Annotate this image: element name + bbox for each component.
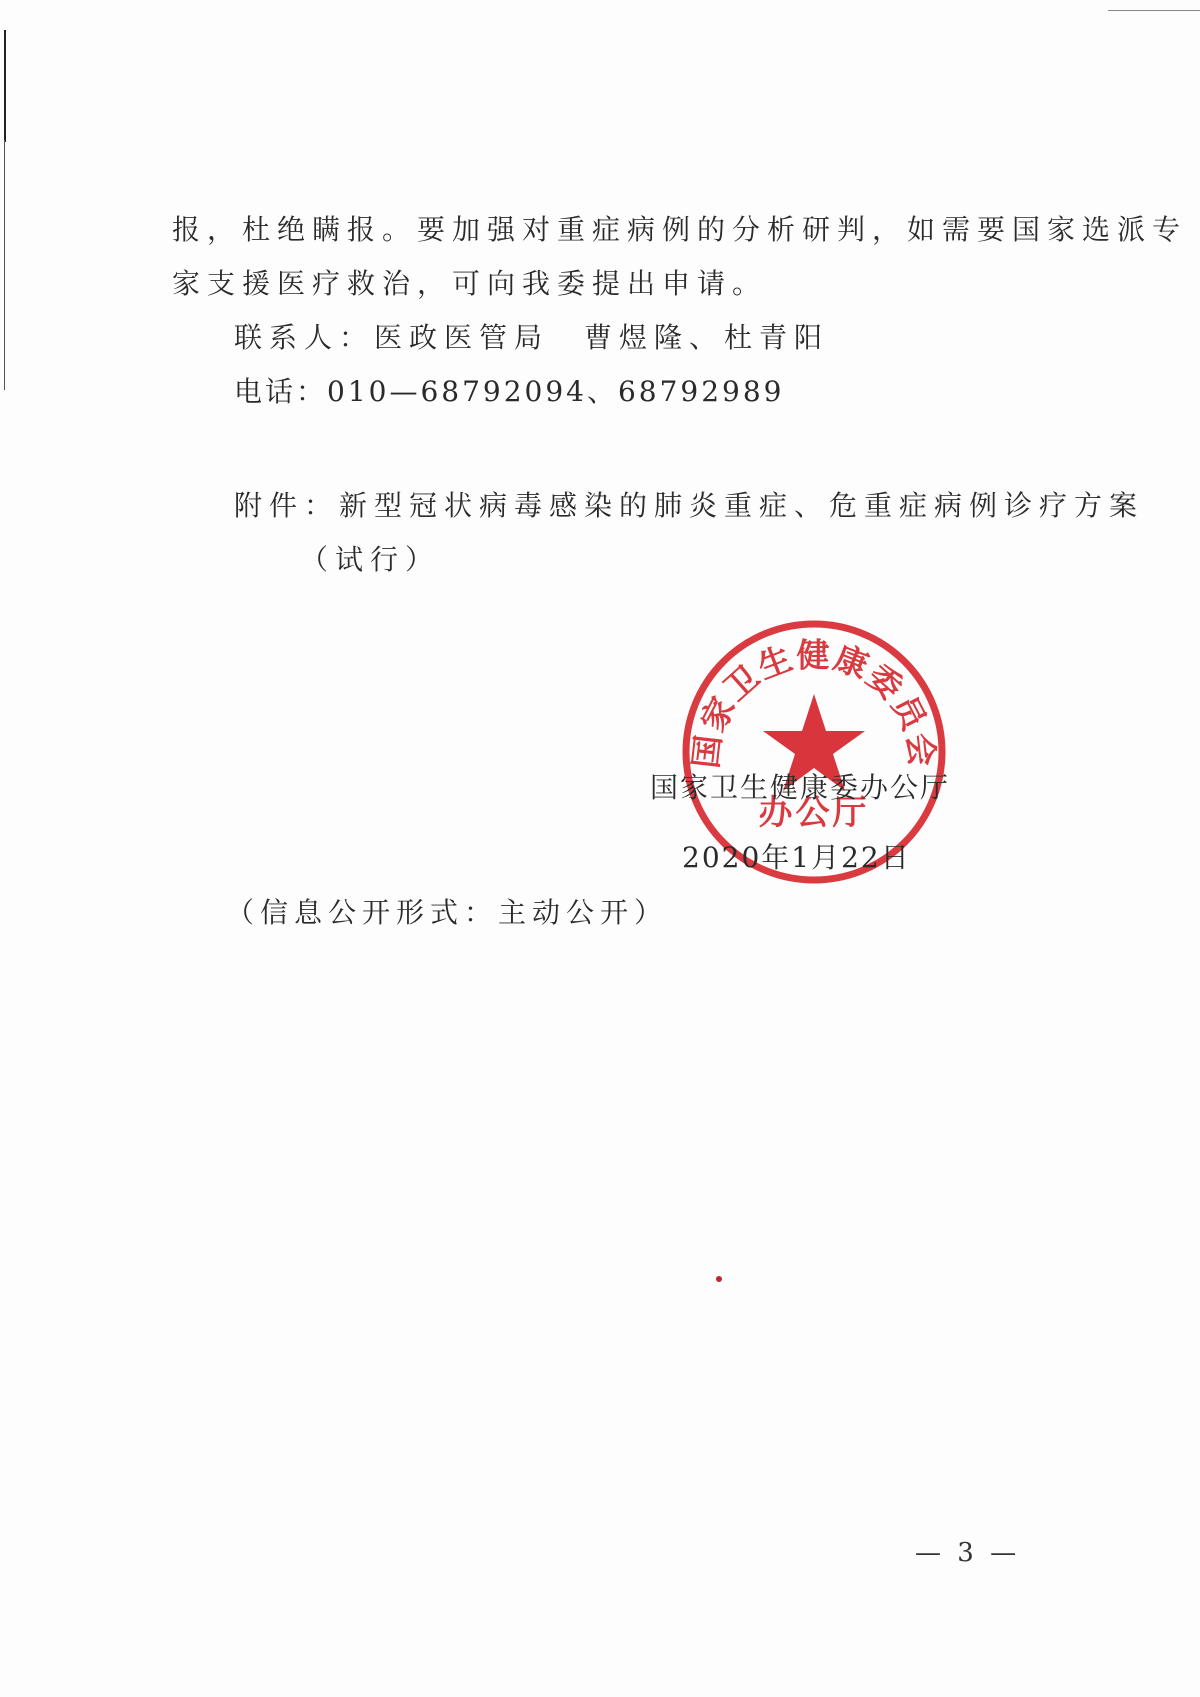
- attachment-line-cont: （试行）: [300, 543, 441, 576]
- seal-bottom-text: 办公厅: [758, 793, 870, 833]
- body-line-1: 报，杜绝瞒报。要加强对重症病例的分析研判，如需要国家选派专: [172, 213, 1188, 246]
- seal-arc-text: 国家卫生健康委员会: [685, 635, 943, 771]
- phone-line: 电话：010—68792094、68792989: [234, 375, 785, 408]
- ink-dot: [716, 1276, 722, 1282]
- signing-date: 2020年1月22日: [682, 841, 911, 874]
- page-number: — 3 —: [915, 1538, 1021, 1568]
- attachment-line: 附件：新型冠状病毒感染的肺炎重症、危重症病例诊疗方案: [234, 489, 1145, 522]
- scan-corner-mark: [1108, 0, 1200, 11]
- signing-organization: 国家卫生健康委办公厅: [650, 771, 951, 804]
- body-line-2: 家支援医疗救治，可向我委提出申请。: [172, 267, 768, 300]
- scan-edge-line-lower: [4, 140, 5, 390]
- contact-person-line: 联系人：医政医管局 曹煜隆、杜青阳: [234, 321, 830, 354]
- scan-edge-line: [4, 30, 6, 142]
- disclosure-note: （信息公开形式：主动公开）: [226, 896, 669, 929]
